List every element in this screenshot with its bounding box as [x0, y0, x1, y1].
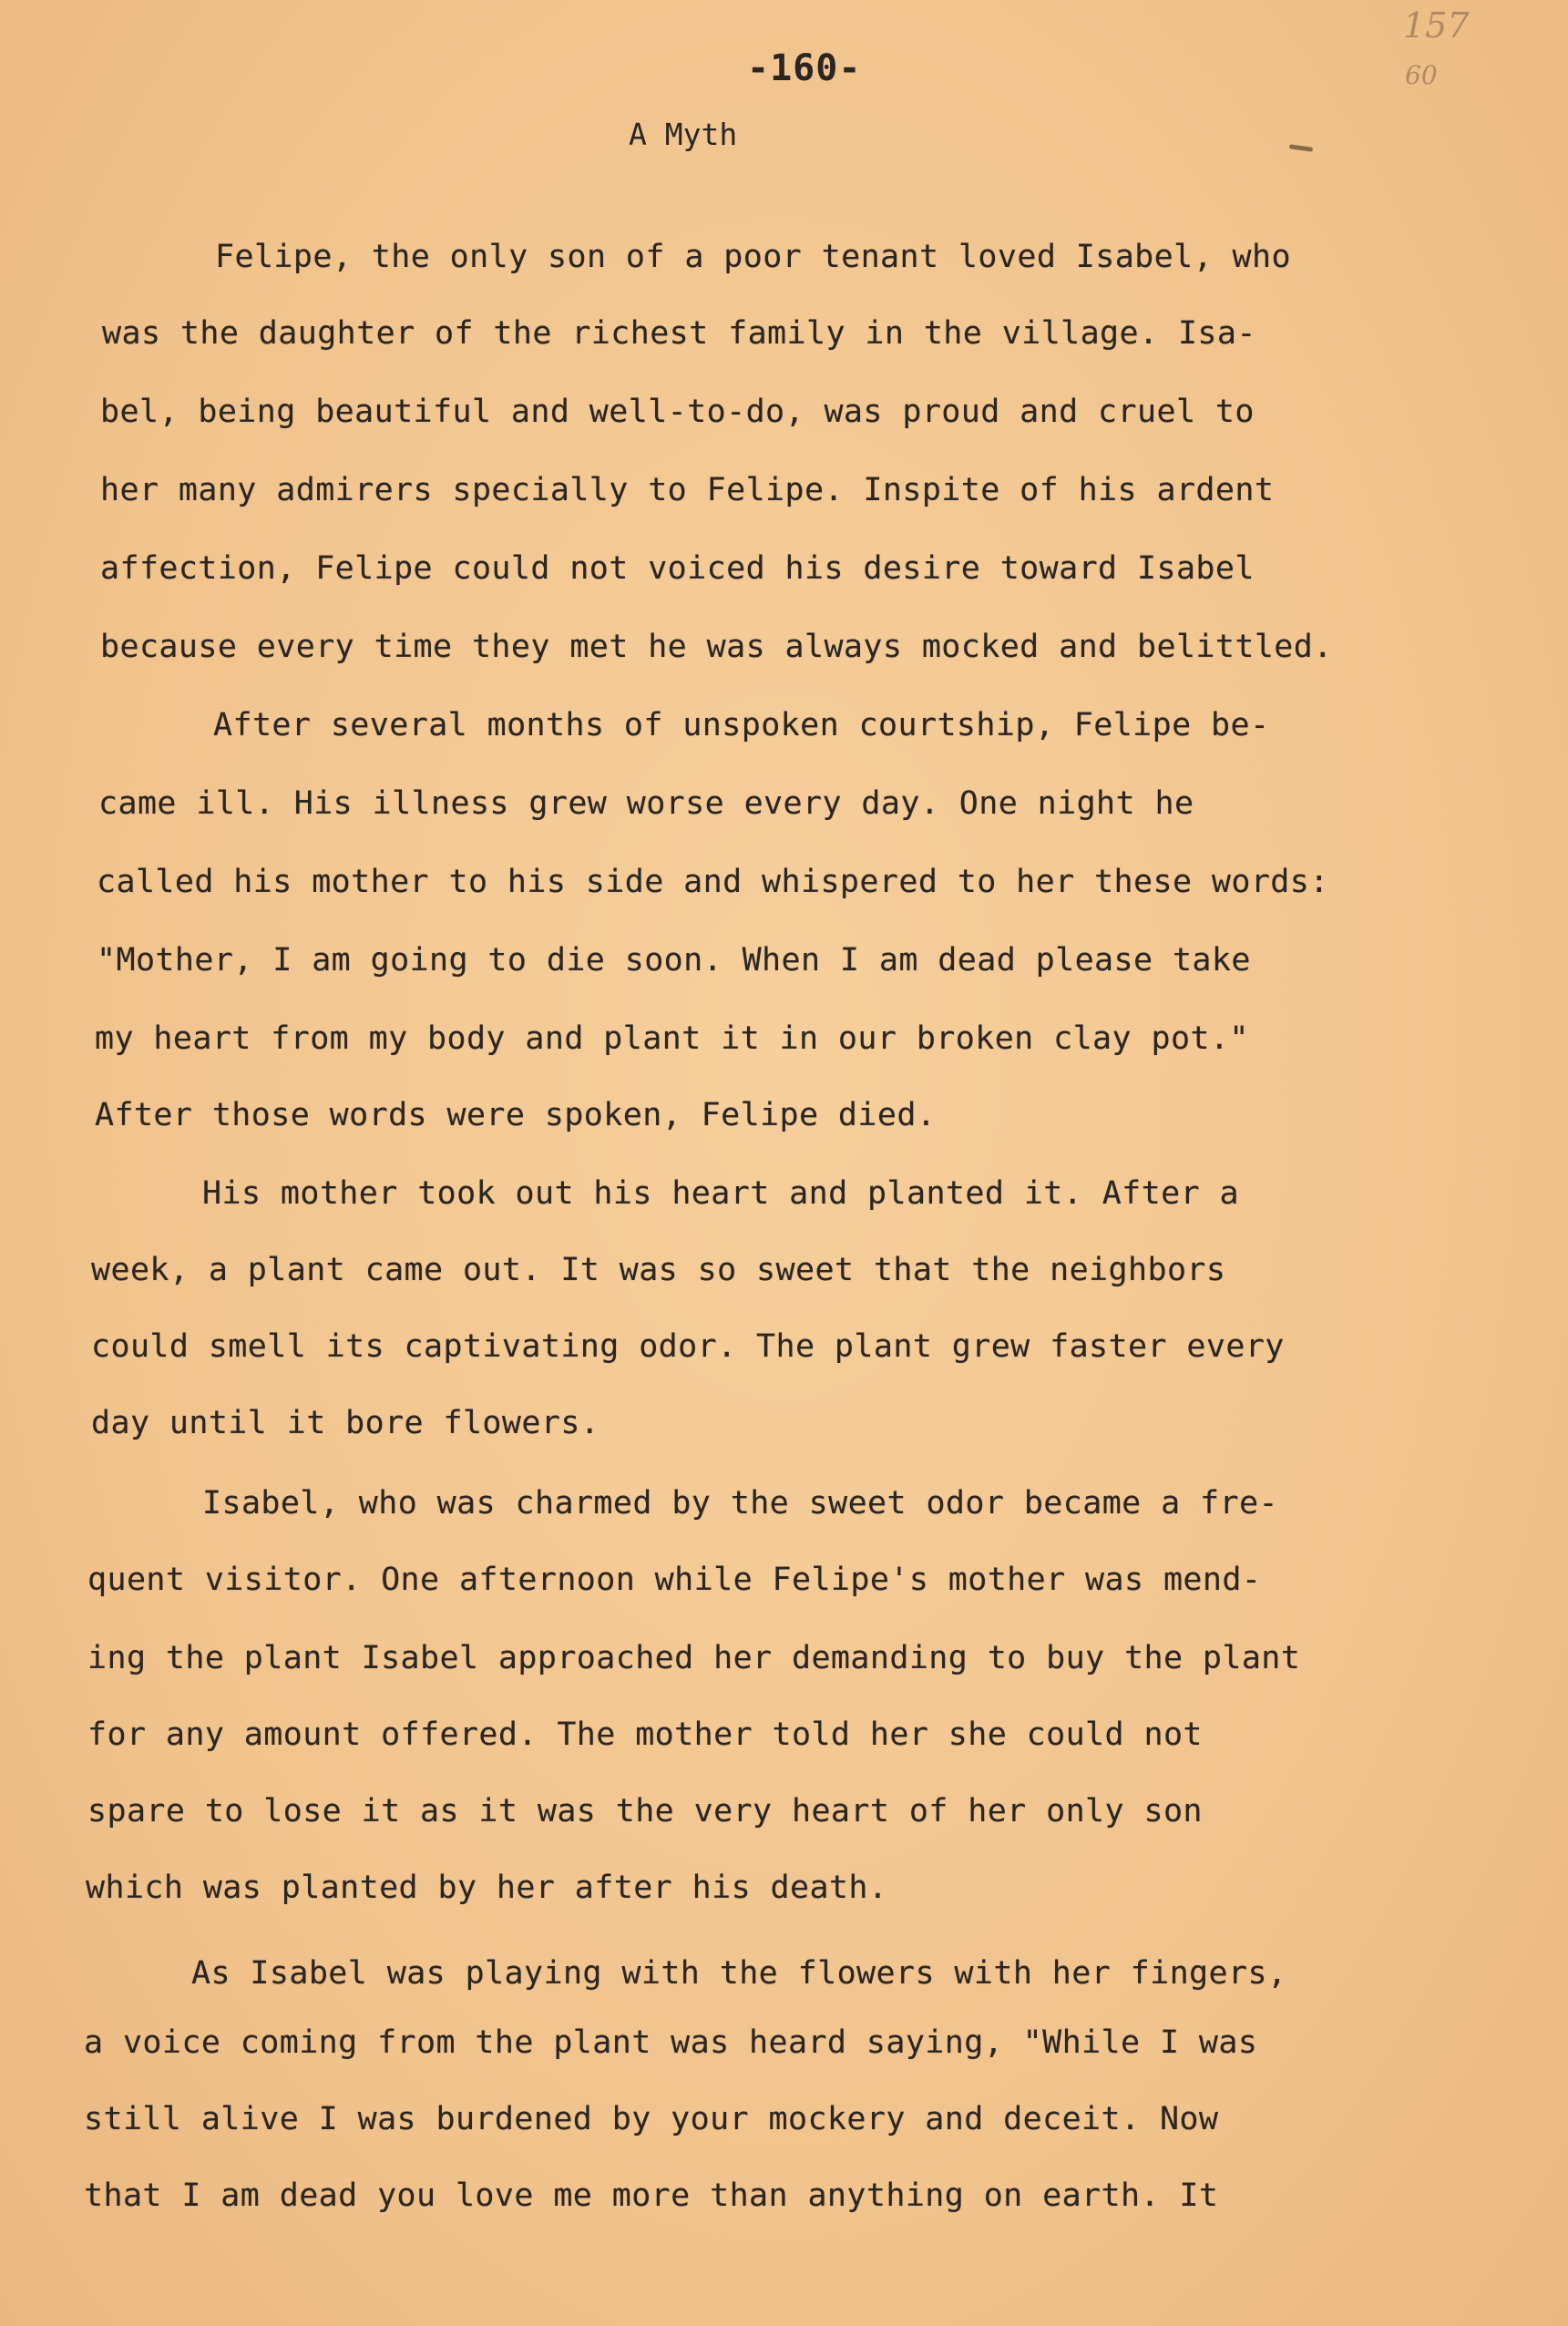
text-line: which was planted by her after his death.: [86, 1870, 888, 1906]
text-line: His mother took out his heart and planted it. After a: [202, 1175, 1240, 1212]
text-line: because every time they met he was always mocked and belittled.: [100, 629, 1333, 665]
text-line: could smell its captivating odor. The plant grew faster every: [91, 1328, 1285, 1365]
text-line: Felipe, the only son of a poor tenant loved Isabel, who: [215, 239, 1291, 275]
text-line: affection, Felipe could not voiced his desire toward Isabel: [100, 550, 1255, 587]
text-line: a voice coming from the plant was heard saying, "While I was: [84, 2024, 1258, 2061]
text-line: that I am dead you love me more than anything on earth. It: [84, 2177, 1219, 2214]
text-line: week, a plant came out. It was so sweet that the neighbors: [91, 1252, 1226, 1288]
text-line: for any amount offered. The mother told her she could not: [87, 1716, 1203, 1753]
text-line: my heart from my body and plant it in our broken clay pot.": [95, 1020, 1249, 1057]
text-line: called his mother to his side and whispered to her these words:: [97, 864, 1329, 900]
archive-mark-top: 157: [1403, 5, 1470, 46]
page-number: -160-: [747, 47, 862, 89]
archive-mark-bottom: 60: [1405, 60, 1438, 90]
text-line: After several months of unspoken courtship, Felipe be-: [213, 707, 1270, 743]
text-line: bel, being beautiful and well-to-do, was proud and cruel to: [100, 394, 1255, 430]
text-line: still alive I was burdened by your mockery and deceit. Now: [84, 2101, 1219, 2137]
paper-speck: [1289, 144, 1313, 152]
text-line: quent visitor. One afternoon while Felipe's mother was mend-: [87, 1562, 1262, 1598]
text-line: day until it bore flowers.: [91, 1405, 600, 1441]
text-line: was the daughter of the richest family in the village. Isa-: [102, 315, 1256, 352]
text-line: ing the plant Isabel approached her demanding to buy the plant: [87, 1640, 1301, 1676]
text-line: spare to lose it as it was the very heart of her only son: [87, 1793, 1203, 1829]
text-line: "Mother, I am going to die soon. When I am dead please take: [97, 942, 1251, 979]
text-line: As Isabel was playing with the flowers with her fingers,: [191, 1955, 1287, 1992]
text-line: her many admirers specially to Felipe. Inspite of his ardent: [100, 472, 1275, 508]
text-line: came ill. His illness grew worse every day. One night he: [98, 785, 1194, 822]
document-title: A Myth: [629, 117, 738, 152]
text-line: Isabel, who was charmed by the sweet odor became a fre-: [202, 1485, 1278, 1522]
text-line: After those words were spoken, Felipe died.: [95, 1097, 937, 1133]
